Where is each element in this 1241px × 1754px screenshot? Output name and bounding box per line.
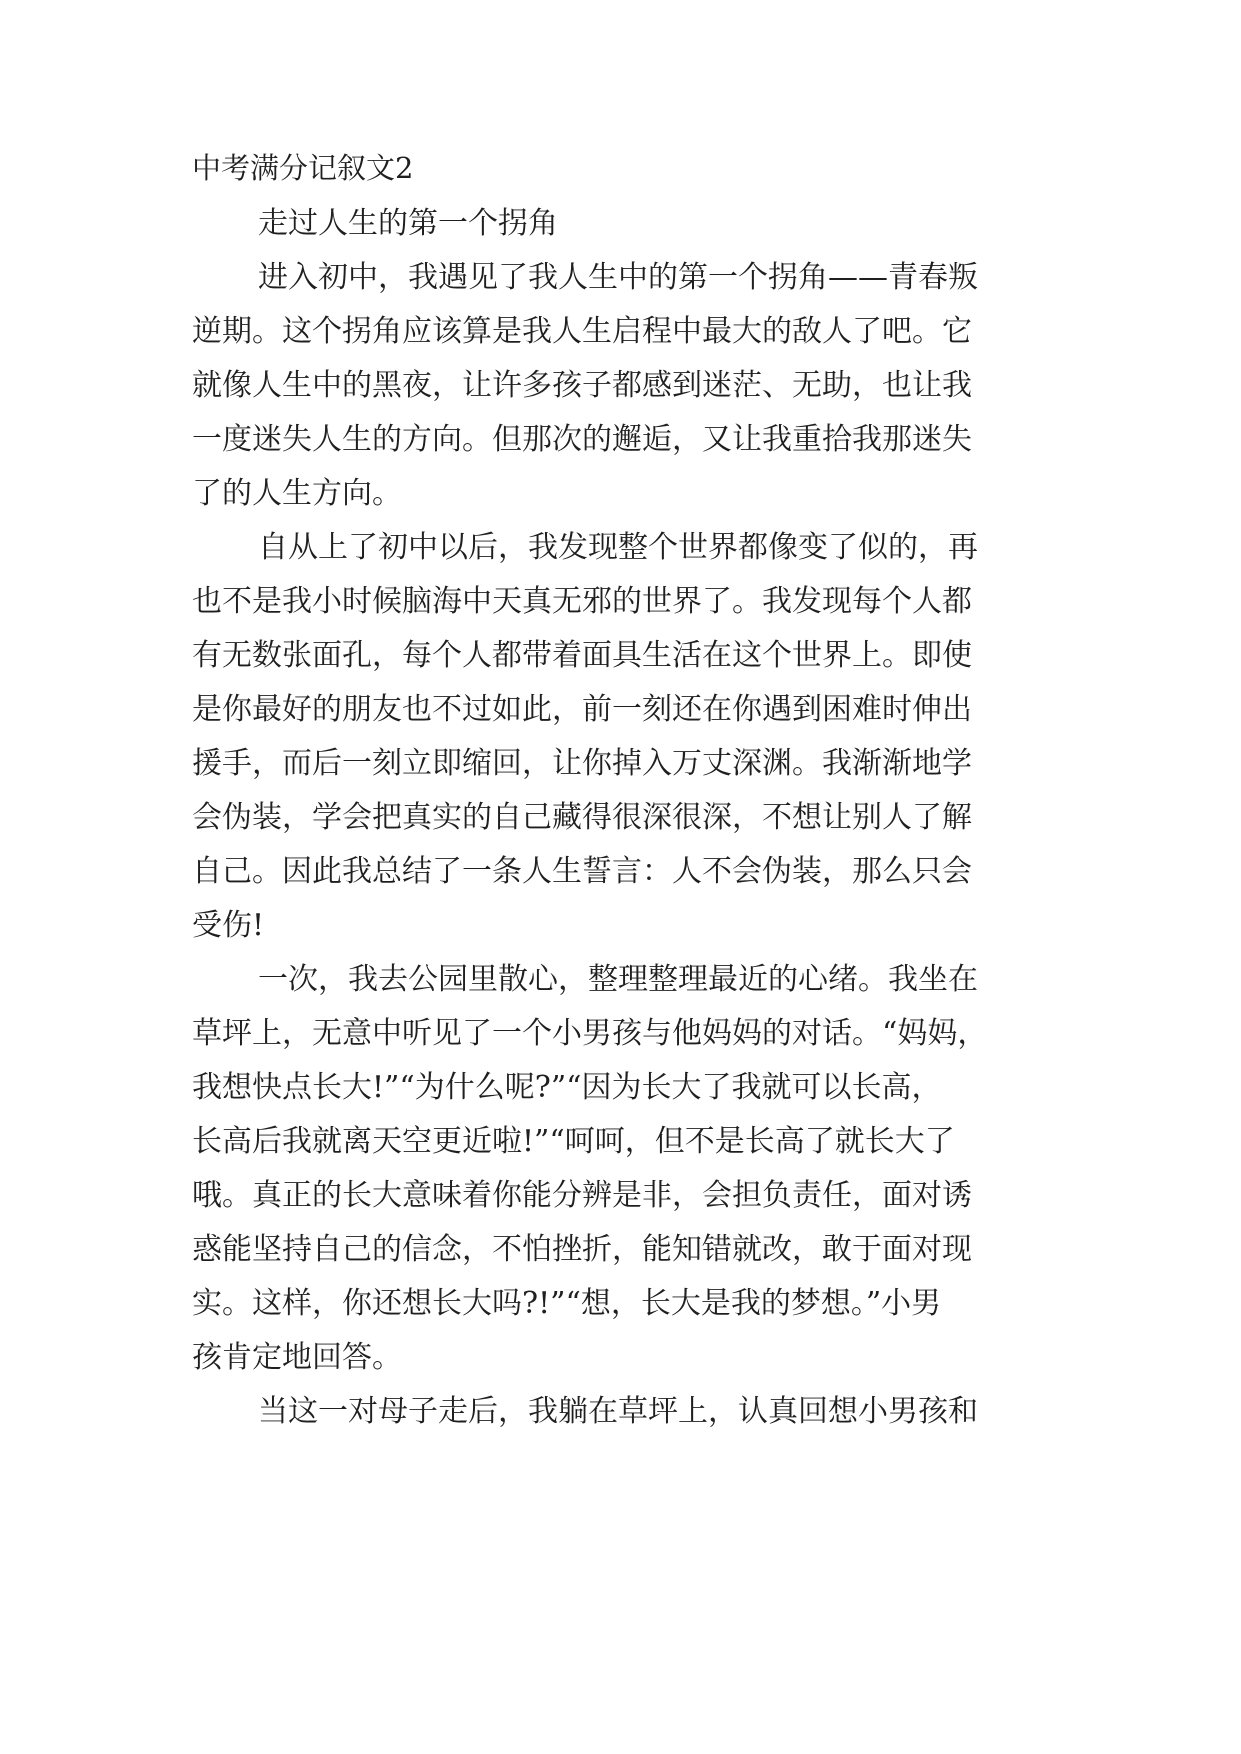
paragraph-line: 惑能坚持自己的信念，不怕挫折，能知错就改，敢于面对现	[192, 1232, 972, 1267]
paragraph-line: 长高后我就离天空更近啦!”“呵呵，但不是长高了就长大了	[192, 1124, 955, 1159]
essay-title: 走过人生的第一个拐角	[258, 206, 558, 241]
section-title: 中考满分记叙文2	[192, 151, 414, 185]
paragraph-line: 会伪装，学会把真实的自己藏得很深很深，不想让别人了解	[192, 800, 972, 835]
paragraph-line: 受伤!	[192, 908, 265, 943]
paragraph-line: 实。这样，你还想长大吗?!”“想，长大是我的梦想。”小男	[192, 1286, 942, 1321]
paragraph-line: 我想快点长大!”“为什么呢?”“因为长大了我就可以长高，	[192, 1070, 942, 1105]
paragraph-line: 是你最好的朋友也不过如此，前一刻还在你遇到困难时伸出	[192, 692, 972, 727]
paragraph-line: 了的人生方向。	[192, 476, 402, 511]
paragraph-line: 当这一对母子走后，我躺在草坪上，认真回想小男孩和	[258, 1394, 978, 1429]
paragraph-line: 哦。真正的长大意味着你能分辨是非，会担负责任，面对诱	[192, 1178, 972, 1213]
paragraph-line: 援手，而后一刻立即缩回，让你掉入万丈深渊。我渐渐地学	[192, 746, 972, 781]
paragraph-line: 有无数张面孔，每个人都带着面具生活在这个世界上。即使	[192, 638, 972, 673]
paragraph-line: 一次，我去公园里散心，整理整理最近的心绪。我坐在	[258, 962, 978, 997]
paragraph-line: 进入初中，我遇见了我人生中的第一个拐角——青春叛	[258, 260, 978, 295]
paragraph-line: 孩肯定地回答。	[192, 1340, 402, 1375]
paragraph-line: 草坪上，无意中听见了一个小男孩与他妈妈的对话。“妈妈，	[192, 1016, 988, 1051]
paragraph-line: 自从上了初中以后，我发现整个世界都像变了似的，再	[258, 530, 978, 565]
paragraph-line: 逆期。这个拐角应该算是我人生启程中最大的敌人了吧。它	[192, 314, 972, 349]
paragraph-line: 也不是我小时候脑海中天真无邪的世界了。我发现每个人都	[192, 584, 972, 619]
paragraph-line: 一度迷失人生的方向。但那次的邂逅，又让我重拾我那迷失	[192, 422, 972, 457]
paragraph-line: 就像人生中的黑夜，让许多孩子都感到迷茫、无助，也让我	[192, 368, 972, 403]
paragraph-line: 自己。因此我总结了一条人生誓言：人不会伪装，那么只会	[192, 854, 972, 889]
